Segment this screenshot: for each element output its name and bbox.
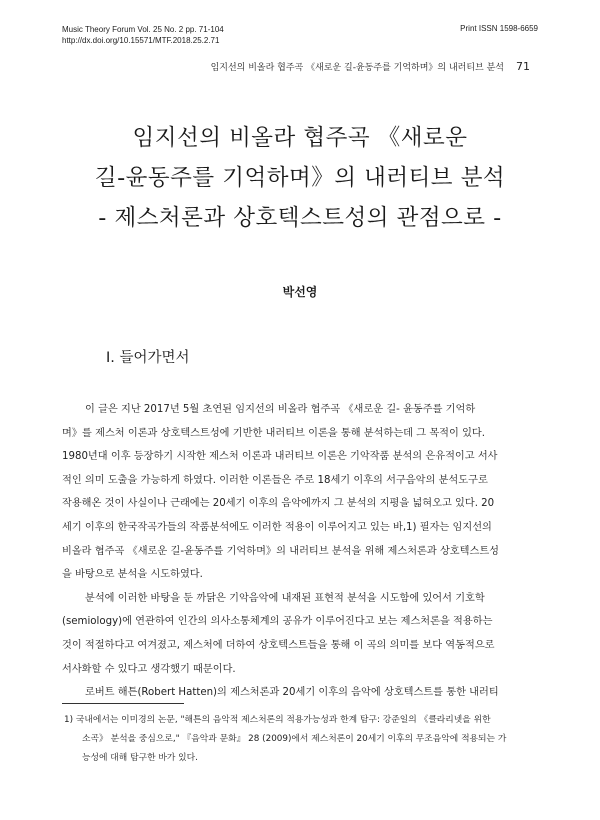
body-line: 비올라 협주곡 《새로운 길-윤동주를 기억하며》의 내러티브 분석을 위해 제스처론과 상호텍스트성 [62,545,499,557]
body-line: 적인 의미 도출을 가능하게 하였다. 이러한 이론들은 주로 18세기 이후의 서구음악의 분석도구로 [62,474,488,486]
footnote-line: 능성에 대해 탐구한 바가 있다. [82,753,198,763]
body-line: (semiology)에 연관하여 인간의 의사소통체계의 공유가 이루어진다고 보는 제스처론을 적용하는 [62,616,493,628]
footnote-divider [62,703,184,704]
body-line: 작용해온 것이 사실이나 근래에는 20세기 이후의 음악에까지 그 분석의 지평을 넓혀오고 있다. 20 [62,498,495,510]
journal-header [62,24,224,46]
title-line-1: 임지선의 비올라 협주곡 《새로운 [132,125,468,151]
body-line: 분석에 이러한 바탕을 둔 까닭은 기악음악에 내재된 표현적 분석을 시도함에 있어서 기호학 [85,592,485,604]
body-line: 서사화할 수 있다고 생각했기 때문이다. [62,663,236,675]
running-head-title: 임지선의 비올라 협주곡 《새로운 길-윤동주를 기억하며》의 내러티브 분석 [210,63,504,73]
title-line-2: 길-윤동주를 기억하며》의 내러티브 분석 [94,165,506,191]
footnote-line: 1) 국내에서는 이미경의 논문, "해튼의 음악적 제스처론의 적용가능성과 한계 탐구: 강준일의 《클라리넷을 위한 [64,715,491,725]
body-line: 로버트 해튼(Robert Hatten)의 제스처론과 20세기 이후의 음악에 상호텍스트를 통한 내러티 [85,687,499,699]
body-line: 세기 이후의 한국작곡가들의 작품분석에도 이러한 적용이 이루어지고 있는 바,1) 필자는 임지선의 [62,521,492,533]
body-line: 것이 적절하다고 여겨졌고, 제스처에 더하여 상호텍스트들을 통해 이 곡의 의미를 보다 역동적으로 [62,639,495,651]
body-line: 1980년대 이후 등장하기 시작한 제스처 이론과 내러티브 이론은 기악작품 분석의 은유적이고 서사 [62,451,498,463]
title-subtitle: - 제스처론과 상호텍스트성의 관점으로 - [98,205,502,231]
doi-link[interactable]: http://dx.doi.org/10.15571/MTF.2018.25.2.71 [62,36,220,45]
footnote [64,711,542,768]
journal-citation: Music Theory Forum Vol. 25 No. 2 pp. 71-104 [62,25,224,34]
footnote-line: 소곡》 분석을 중심으로," 『음악과 문화』 28 (2009)에서 제스처론이 20세기 이후의 무조음악에 적용되는 가 [82,734,507,744]
body-line: 을 바탕으로 분석을 시도하였다. [62,569,203,581]
section-heading: I. 들어가면서 [106,350,190,366]
running-head [211,60,530,73]
body-line: 며》를 제스처 이론과 상호텍스트성에 기반한 내러티브 이론을 통해 분석하는데 그 목적이 있다. [62,427,486,439]
issn: Print ISSN 1598-6659 [460,24,538,33]
page-number: 71 [516,60,530,73]
body-line: 이 글은 지난 2017년 5월 초연된 임지선의 비올라 협주곡 《새로운 길- 윤동주를 기억하 [85,404,476,415]
body-text [62,398,540,705]
author-name: 박선영 [282,285,318,299]
paper-title [40,118,560,238]
